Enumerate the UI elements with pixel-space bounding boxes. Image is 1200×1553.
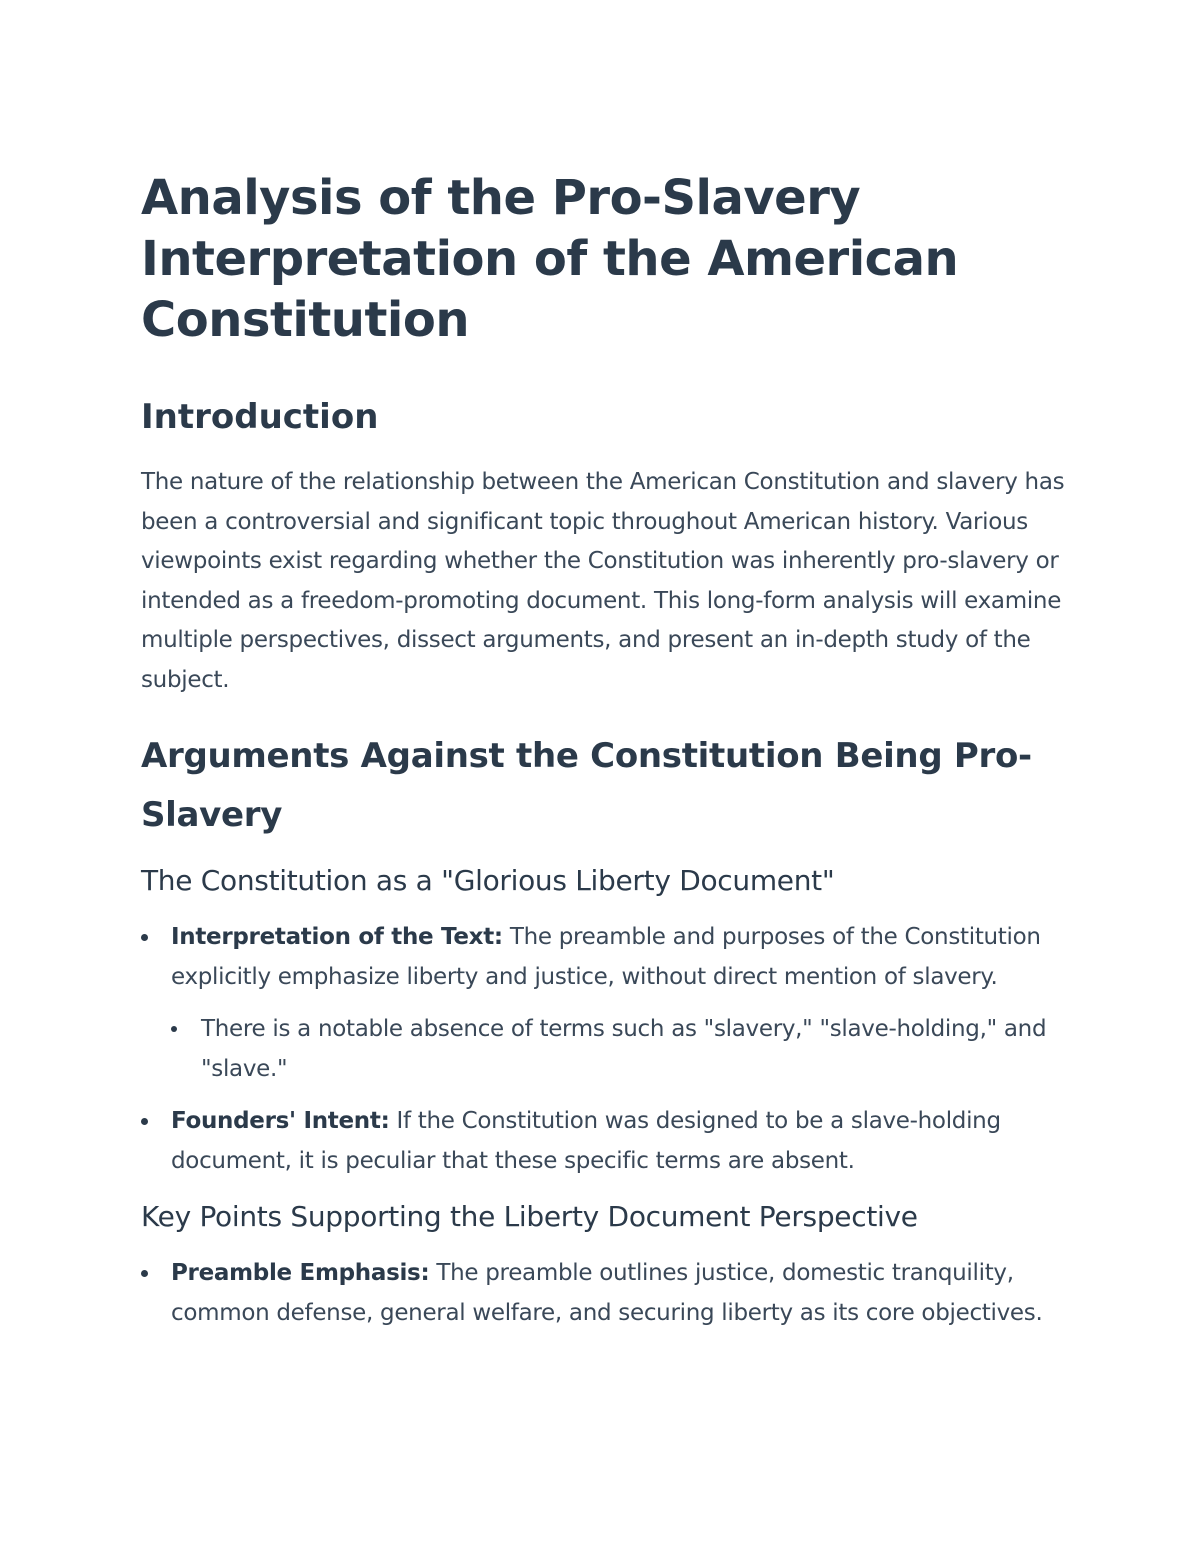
- key-points-heading: Key Points Supporting the Liberty Document Perspective: [141, 1199, 918, 1233]
- introduction-heading: Introduction: [141, 397, 379, 437]
- list-item-label: Founders' Intent:: [171, 1107, 390, 1134]
- arguments-heading: Arguments Against the Constitution Being Pro-Slavery: [141, 735, 1032, 835]
- document-page: [141, 168, 1066, 1333]
- nested-list: [171, 1009, 1066, 1089]
- list-item-label: Interpretation of the Text:: [171, 923, 503, 950]
- bullet-icon: [141, 1118, 148, 1125]
- list-item: [141, 1253, 1066, 1333]
- nested-list-item-text: There is a notable absence of terms such as "slavery," "slave-holding," and "slave.": [201, 1015, 1047, 1082]
- list-item: [141, 1101, 1066, 1181]
- liberty-document-list: [141, 917, 1066, 1181]
- bullet-icon: [171, 1026, 177, 1032]
- bullet-icon: [141, 1270, 148, 1277]
- bullet-icon: [141, 934, 148, 941]
- liberty-document-heading: The Constitution as a "Glorious Liberty Document": [141, 863, 835, 897]
- document-title: Analysis of the Pro-Slavery Interpretation of the American Constitution: [141, 170, 959, 348]
- introduction-paragraph: The nature of the relationship between the American Constitution and slavery has been a controversial and significant topic throughout American history. Various viewpoints exist regarding whether the Constitution was inherently pro-slavery or intended as a freedom-promoting document. This long-form analysis will examine multiple perspectives, dissect arguments, and present an in-depth study of the subject.: [141, 469, 1065, 693]
- list-item-text: If the Constitution was designed to be a slave-holding document, it is peculiar that these specific terms are absent.: [171, 1107, 1001, 1174]
- key-points-list: [141, 1253, 1066, 1333]
- list-item-label: Preamble Emphasis:: [171, 1259, 430, 1286]
- list-item-text: The preamble outlines justice, domestic tranquility, common defense, general welfare, and securing liberty as its core objectives.: [171, 1259, 1043, 1326]
- nested-list-item: [171, 1009, 1066, 1089]
- list-item-text: The preamble and purposes of the Constitution explicitly emphasize liberty and justice, without direct mention of slavery.: [171, 923, 1041, 990]
- list-item: [141, 917, 1066, 1089]
